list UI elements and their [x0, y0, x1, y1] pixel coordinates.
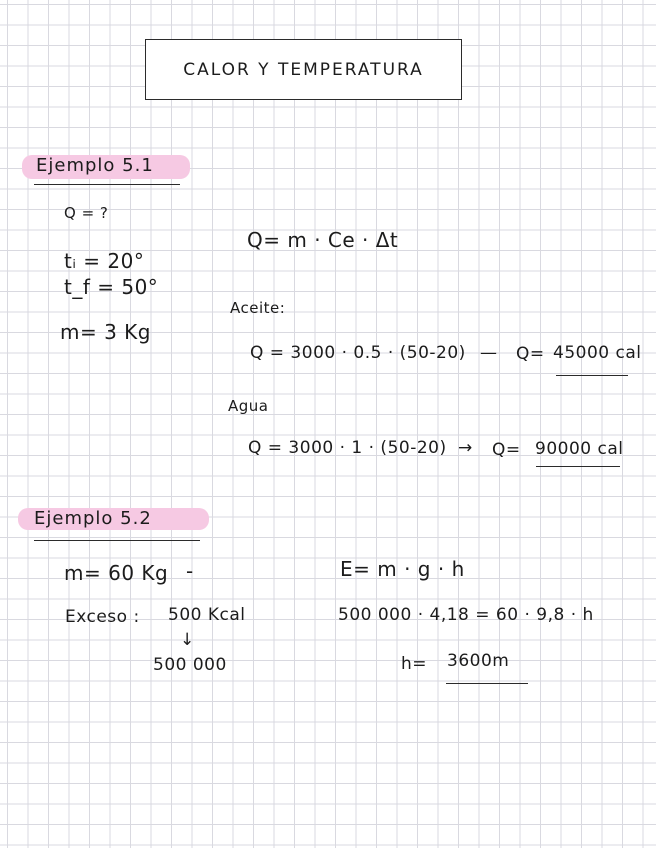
- height-prefix: h=: [401, 654, 428, 674]
- excess-value: 500 Kcal: [168, 605, 246, 625]
- height-result: 3600m: [447, 651, 510, 671]
- excess-label: Exceso :: [65, 607, 140, 627]
- oil-result-prefix: Q=: [516, 344, 545, 364]
- page-title: CALOR Y TEMPERATURA: [183, 59, 424, 80]
- unknown-q: Q = ?: [64, 204, 109, 222]
- oil-arrow: —: [480, 343, 498, 363]
- mass-example-2: m= 60 Kg: [64, 561, 169, 585]
- heading-underline-example-1: [34, 184, 180, 185]
- height-result-underline: [446, 683, 528, 684]
- heading-example-2: Ejemplo 5.2: [34, 508, 152, 529]
- potential-energy-formula: E= m · g · h: [340, 557, 465, 581]
- oil-label: Aceite:: [230, 299, 286, 317]
- title-box: [145, 39, 462, 100]
- heading-underline-example-2: [34, 540, 200, 541]
- oil-result: 45000 cal: [553, 343, 642, 363]
- energy-equation: 500 000 · 4,18 = 60 · 9,8 · h: [338, 605, 594, 625]
- excess-converted: 500 000: [153, 655, 227, 675]
- water-label: Agua: [228, 397, 269, 415]
- water-arrow: →: [458, 438, 473, 458]
- mass-dash: -: [186, 559, 194, 583]
- water-result-prefix: Q=: [492, 440, 521, 460]
- final-temperature: t_f = 50°: [64, 275, 159, 299]
- water-result: 90000 cal: [535, 439, 624, 459]
- heat-formula: Q= m · Ce · Δt: [247, 228, 399, 252]
- water-result-underline: [536, 466, 620, 467]
- heading-example-1: Ejemplo 5.1: [36, 155, 154, 176]
- oil-result-underline: [556, 375, 628, 376]
- mass-example-1: m= 3 Kg: [60, 320, 151, 344]
- initial-temperature: tᵢ = 20°: [64, 249, 145, 273]
- down-arrow: ↓: [180, 630, 195, 650]
- water-calculation: Q = 3000 · 1 · (50-20): [248, 438, 447, 458]
- oil-calculation: Q = 3000 · 0.5 · (50-20): [250, 343, 466, 363]
